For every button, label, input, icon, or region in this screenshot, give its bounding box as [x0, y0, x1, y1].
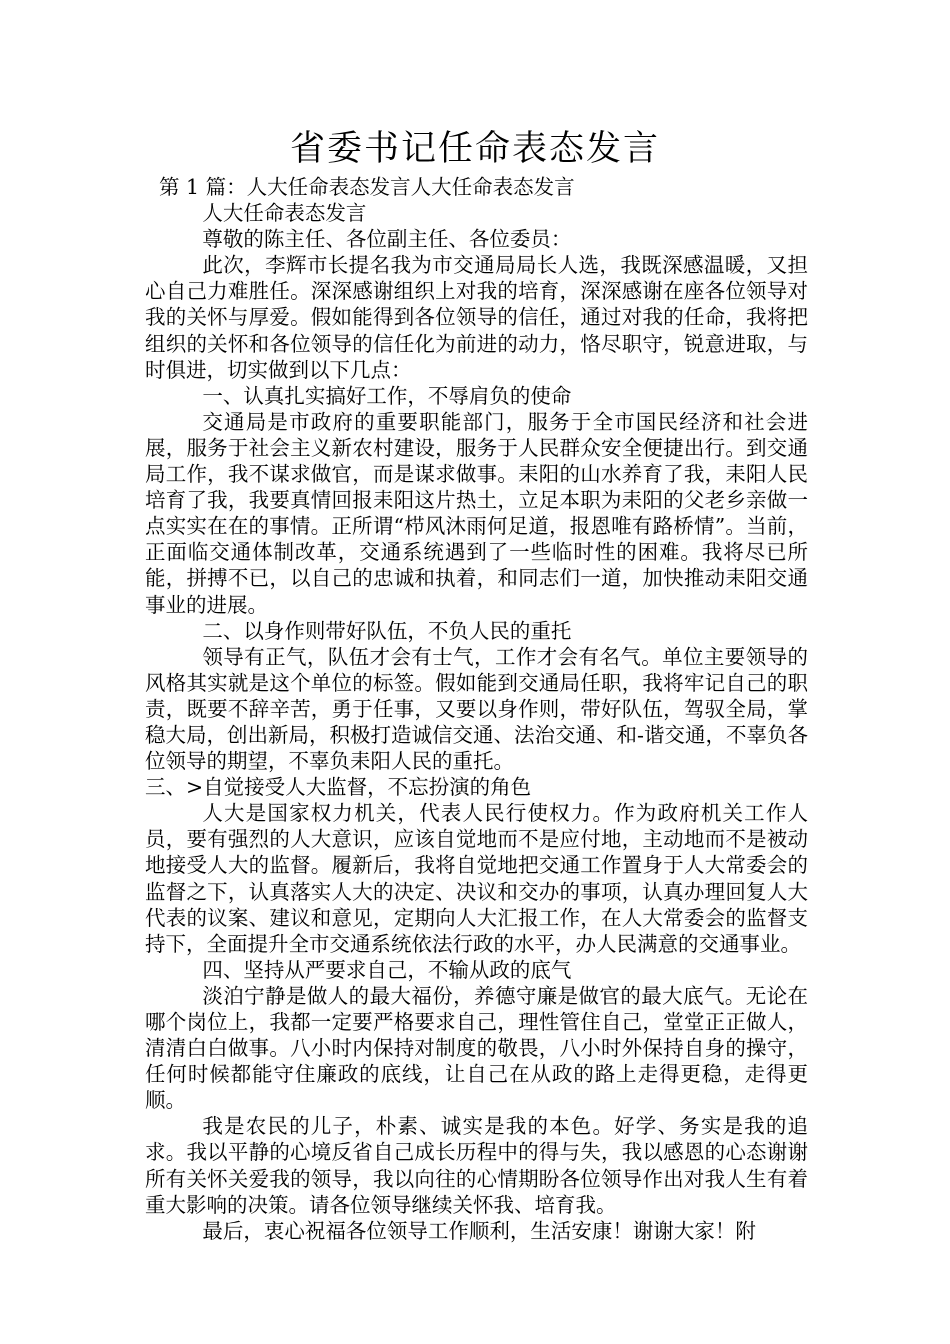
farmer-paragraph: 我是农民的儿子，朴素、诚实是我的本色。好学、务实是我的追求。我以平静的心境反省自己成长历程中的得与失，我以感恩的心态谢谢所有关怀关爱我的领导，我以向往的心情期盼各位领导作出对我人生有着重大影响的决策。请各位领导继续关怀我、培育我。 — [145, 1114, 808, 1217]
intro-paragraph: 此次，李辉市长提名我为市交通局局长人选，我既深感温暖，又担心自己力难胜任。深深感谢组织上对我的培育，深深感谢在座各位领导对我的关怀与厚爱。假如能得到各位领导的信任，通过对我的任命，我将把组织的关怀和各位领导的信任化为前进的动力，恪尽职守，锐意进取，与时俱进，切实做到以下几点： — [145, 253, 808, 382]
section-heading-2: 二、以身作则带好队伍，不负人民的重托 — [202, 618, 572, 643]
document-title: 省委书记任命表态发言 — [289, 129, 660, 169]
section-body-1: 交通局是市政府的重要职能部门，服务于全市国民经济和社会进展，服务于社会主义新农村建设，服务于人民群众安全便捷出行。到交通局工作，我不谋求做官，而是谋求做事。耒阳的山水养育了我，耒阳人民培育了我，我要真情回报耒阳这片热土，立足本职为耒阳的父老乡亲做一点实实在在的事情。正所谓“栉风沐雨何足道，报恩唯有路桥情”。当前，正面临交通体制改革，交通系统遇到了一些临时性的困难。我将尽已所能，拼搏不已，以自己的忠诚和执着，和同志们一道，加快推动耒阳交通事业的进展。 — [145, 409, 808, 617]
section-heading-4: 四、坚持从严要求自己，不输从政的底气 — [202, 957, 572, 982]
salutation: 尊敬的陈主任、各位副主任、各位委员： — [202, 227, 572, 252]
section-body-3: 人大是国家权力机关，代表人民行使权力。作为政府机关工作人员，要有强烈的人大意识，应该自觉地而不是应付地，主动地而不是被动地接受人大的监督。履新后，我将自觉地把交通工作置身于人大常委会的监督之下，认真落实人大的决定、决议和交办的事项，认真办理回复人大代表的议案、建议和意见，定期向人大汇报工作，在人大常委会的监督支持下，全面提升全市交通系统依法行政的水平，办人民满意的交通事业。 — [145, 801, 808, 956]
closing-paragraph: 最后，衷心祝福各位领导工作顺利，生活安康！谢谢大家！附 — [202, 1218, 756, 1243]
section-heading-3: 三、>自觉接受人大监督，不忘扮演的角色 — [145, 775, 532, 800]
article-heading: 第 1 篇：人大任命表态发言人大任命表态发言 — [159, 175, 575, 199]
section-heading-1: 一、认真扎实搞好工作，不辱肩负的使命 — [202, 383, 572, 408]
section-body-2: 领导有正气，队伍才会有士气，工作才会有名气。单位主要领导的风格其实就是这个单位的标签。假如能到交通局任职，我将牢记自己的职责，既要不辞辛苦，勇于任事，又要以身作则，带好队伍，驾驭全局，掌稳大局，创出新局，积极打造诚信交通、法治交通、和-谐交通，不辜负各位领导的期望，不辜负耒阳人民的重托。 — [145, 644, 808, 774]
document-body — [145, 174, 808, 1244]
speech-title: 人大任命表态发言 — [202, 201, 367, 226]
section-body-4: 淡泊宁静是做人的最大福份，养德守廉是做官的最大底气。无论在哪个岗位上，我都一定要严格要求自己，理性管住自己，堂堂正正做人，清清白白做事。八小时内保持对制度的敬畏，八小时外保持自身的操守，任何时候都能守住廉政的底线，让自己在从政的路上走得更稳，走得更顺。 — [145, 983, 808, 1113]
